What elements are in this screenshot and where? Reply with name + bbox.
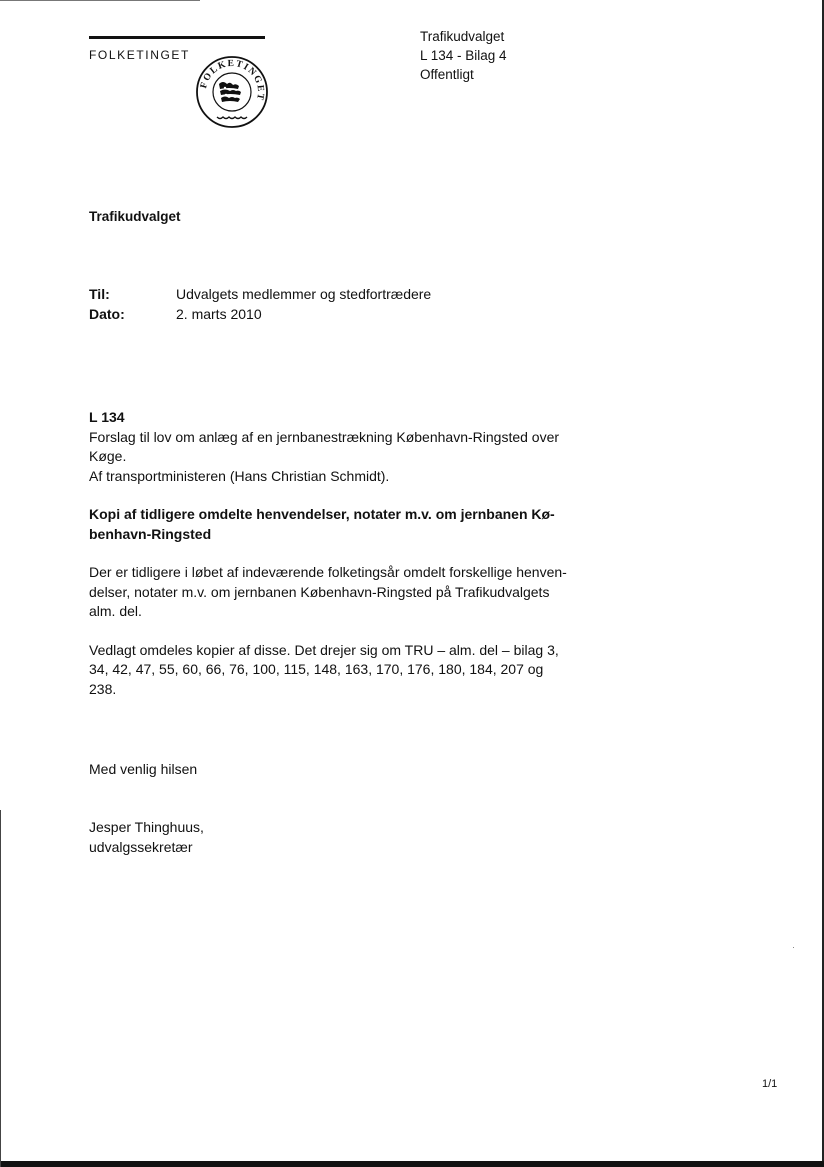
signature-block <box>89 818 204 857</box>
field-recipient <box>89 285 431 305</box>
subject-heading <box>89 505 589 544</box>
document-reference <box>420 27 507 84</box>
subject-line: Kopi af tidligere omdelte henvendelser, notater m.v. om jernbanen Kø- <box>89 506 555 522</box>
paragraph-line: 238. <box>89 680 117 697</box>
scan-speck <box>793 947 794 948</box>
meta-bill-reference: L 134 - Bilag 4 <box>420 48 507 63</box>
case-line: Af transportministeren (Hans Christian Schmidt). <box>89 467 390 484</box>
field-value: Udvalgets medlemmer og stedfortrædere <box>176 286 432 302</box>
case-line: Forslag til lov om anlæg af en jernbanestrækning København-Ringsted over <box>89 428 560 445</box>
organization-name: FOLKETINGET <box>89 48 190 62</box>
paragraph-line: delser, notater m.v. om jernbanen København-Ringsted på Trafikudvalgets <box>89 583 550 600</box>
paragraph-line: alm. del. <box>89 603 142 619</box>
paragraph-line: 34, 42, 47, 55, 60, 66, 76, 100, 115, 148, 163, 170, 176, 180, 184, 207 og <box>89 661 544 677</box>
scan-edge-bottom <box>0 1161 824 1167</box>
case-id: L 134 <box>89 409 125 425</box>
seal-ring-text: FOLKETINGET <box>199 58 266 102</box>
folketinget-seal-icon <box>195 55 269 129</box>
paragraph <box>89 563 589 622</box>
paragraph <box>89 641 589 700</box>
field-date <box>89 305 431 325</box>
header-rule <box>89 36 265 39</box>
paragraph-line: Der er tidligere i løbet af indeværende folketingsår omdelt forskellige henven- <box>89 564 567 580</box>
committee-heading: Trafikudvalget <box>89 209 181 224</box>
subject-line: benhavn-Ringsted <box>89 525 212 542</box>
closing-greeting: Med venlig hilsen <box>89 761 198 777</box>
field-value: 2. marts 2010 <box>176 306 262 322</box>
addressing-fields <box>89 285 431 325</box>
case-line: Køge. <box>89 448 127 464</box>
paragraph-line: Vedlagt omdeles kopier af disse. Det drejer sig om TRU – alm. del – bilag 3, <box>89 641 559 658</box>
field-label: Til: <box>89 286 110 302</box>
meta-committee: Trafikudvalget <box>420 29 505 44</box>
scan-edge-top <box>0 0 200 1</box>
letter-body <box>89 408 589 699</box>
field-label: Dato: <box>89 306 125 322</box>
page-number: 1/1 <box>762 1078 778 1090</box>
scan-edge-left <box>0 810 1 1167</box>
signer-title: udvalgssekretær <box>89 838 193 855</box>
signer-name: Jesper Thinghuus, <box>89 819 204 835</box>
meta-public-status: Offentligt <box>420 67 474 82</box>
